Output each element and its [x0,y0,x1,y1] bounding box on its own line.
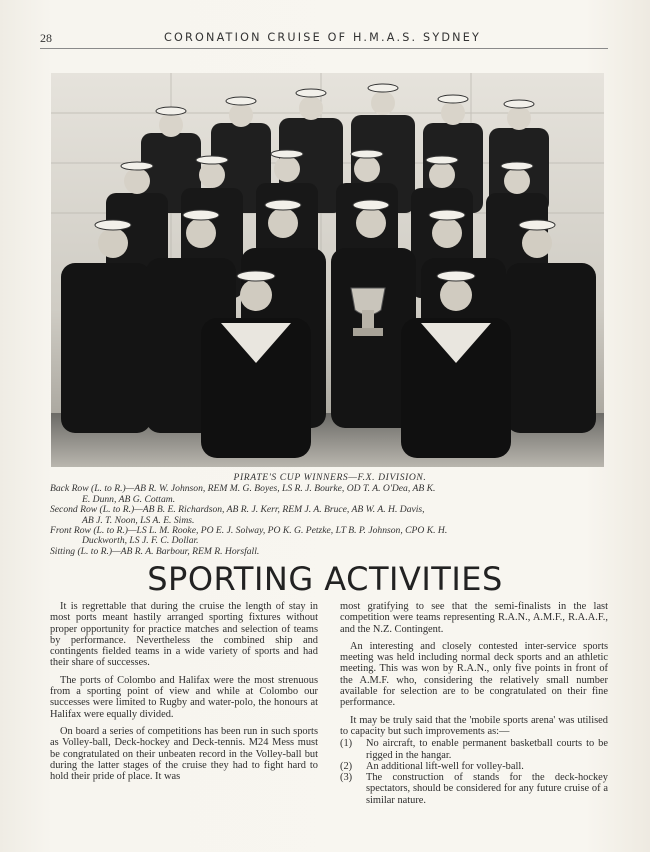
caption-row-label: Second Row (L. to R.)— [50,504,143,516]
page-number: 28 [40,31,52,45]
article-paragraph: It may be truly said that the 'mobile sports arena' was utilised to capacity but such improvements as:— [340,714,608,737]
group-photo [51,73,604,467]
caption-row-text: AB B. E. Richardson, AB R. J. Kerr, REM J. A. Bruce, AB W. A. H. Davis, [142,504,425,516]
list-item [340,772,608,806]
caption-row-label: Front Row (L. to R.)— [50,525,137,537]
improvements-list [340,738,608,806]
group-photo-image [51,73,604,467]
list-item-number: (3) [340,772,353,784]
running-title: CORONATION CRUISE OF H.M.A.S. SYDNEY [164,31,482,44]
article-paragraph: The ports of Colombo and Halifax were the most strenuous from a sporting point of view and while at Colombo our successes were limited to Rugby and water-polo, the honours at Halifax were equally divided. [50,674,318,720]
list-item [340,738,608,761]
caption-row-sitting [50,547,610,557]
article-paragraph: most gratifying to see that the semi-finalists in the last competition were teams representing R.A.N., A.M.F., R.A.A.F., and the N.Z. Contingent. [340,601,608,635]
list-item-text: The construction of stands for the deck-hockey spectators, should be considered for any future cruise of a similar nature. [366,772,608,806]
caption-row-cont: AB J. T. Noon, LS A. E. Sims. [82,514,195,526]
caption-row-text: AB R. A. Barbour, REM R. Horsfall. [120,545,260,557]
page-header [40,28,608,49]
article-column-left [50,601,318,788]
caption-row-text: LS L. M. Rooke, PO E. J. Solway, PO K. G. Petzke, LT B. P. Johnson, CPO K. H. [136,525,448,537]
caption-row-front [50,526,610,547]
photo-caption [50,473,610,557]
list-item [340,761,608,772]
article-paragraph: On board a series of competitions has been run in such sports as Volley-ball, Deck-hockey and Deck-tennis. M24 Mess must be congratulated on their unbeaten record in the Volley-ball but during the latter stages of the cruise they had to fight hard to hold their pride of place. It was [50,725,318,783]
list-item-number: (2) [340,760,353,772]
caption-row-label: Back Row (L. to R.)— [50,483,135,495]
list-item-text: An additional lift-well for volley-ball. [366,760,524,772]
caption-row-label: Sitting (L. to R.)— [50,545,121,557]
caption-row-cont: E. Dunn, AB G. Cottam. [82,493,176,505]
article-paragraph: It is regrettable that during the cruise the length of stay in most ports meant hastily arranged sporting fixtures without proper opportunity for practice matches and selection of teams by performance. Nevertheless the combined ship and contingents fielded teams in a wide variety of sports and had their share of successes. [50,601,318,669]
caption-row-cont: Duckworth, LS J. F. C. Dollar. [82,535,199,547]
list-item-text: No aircraft, to enable permanent basketball courts to be rigged in the hangar. [366,738,608,761]
caption-row-second [50,505,610,526]
article-paragraph: An interesting and closely contested inter-service sports meeting was held including normal deck sports and an athletic meeting. This was won by R.A.N., only five points in front of the A.M.F. who, considering the relatively small number available for selection are to be congratulated on their fine performance. [340,640,608,709]
caption-title: PIRATE'S CUP WINNERS—F.X. DIVISION. [233,472,427,483]
caption-row-back [50,484,610,505]
caption-row-text: AB R. W. Johnson, REM M. G. Boyes, LS R. J. Bourke, OD T. A. O'Dea, AB K. [134,483,436,495]
article-column-right [340,601,608,806]
list-item-number: (1) [340,738,353,750]
article-heading: SPORTING ACTIVITIES [147,560,503,598]
